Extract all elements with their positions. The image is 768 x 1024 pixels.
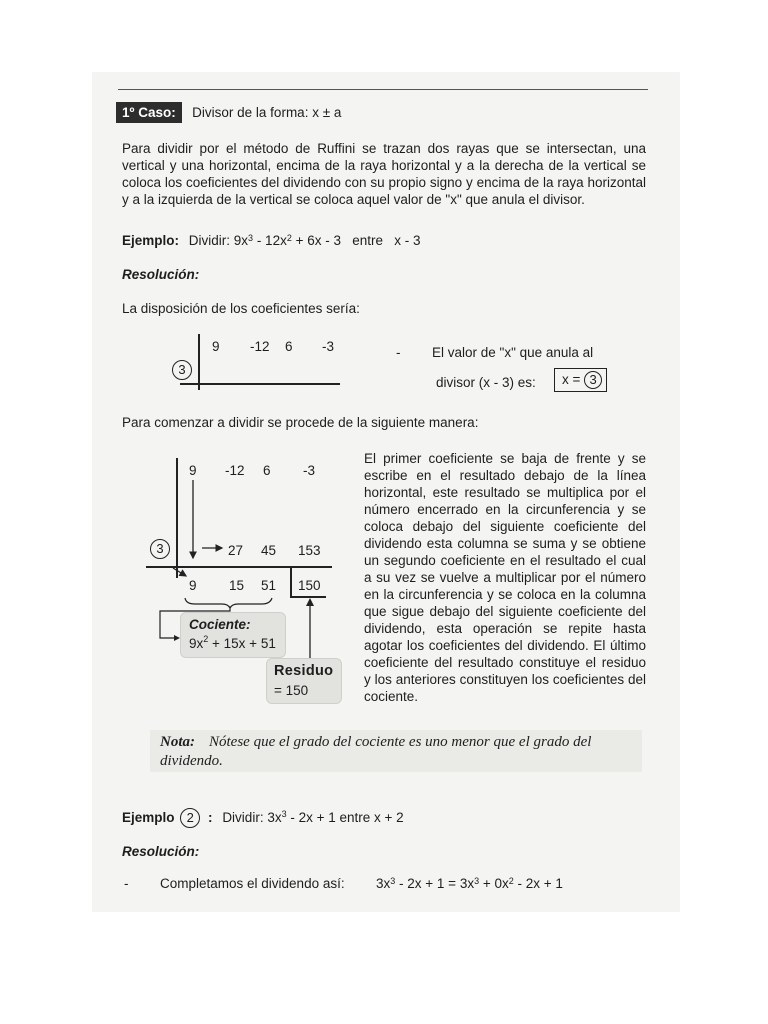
diagram-2-coef: 6 xyxy=(263,463,271,478)
residue-arrow xyxy=(300,598,320,660)
example-2-text-a: Dividir: 3x xyxy=(222,810,282,825)
disposition-text: La disposición de los coeficientes sería: xyxy=(122,301,360,316)
eq-sup-a: 3 xyxy=(390,876,396,886)
note-label: Nota: xyxy=(160,734,195,750)
complete-dash: - xyxy=(124,876,129,891)
case-label: 1º Caso: xyxy=(116,102,182,123)
example-1 xyxy=(122,232,421,249)
quotient-sup: 2 xyxy=(203,634,209,644)
diagram-2-coef: 9 xyxy=(189,463,197,478)
example-2-text-b: - 2x + 1 entre x + 2 xyxy=(286,810,404,825)
root-value-box-text: x = xyxy=(562,372,581,387)
diagram-1-note-line-1: El valor de "x" que anula al xyxy=(432,345,594,360)
case-header xyxy=(116,104,341,122)
diagram-2-result: 51 xyxy=(261,578,277,593)
resolution-2-heading: Resolución: xyxy=(122,844,200,859)
note-block xyxy=(150,730,642,772)
diagram-2-product: 27 xyxy=(228,543,244,558)
diagram-2-product: 45 xyxy=(261,543,277,558)
intro-paragraph: Para dividir por el método de Ruffini se trazan dos rayas que se intersectan, una vertical y una horizontal, encima de la raya horizontal y a la derecha de la vertical se coloca los coeficientes del dividendo con su propio signo y encima de la raya horizontal y a la izquierda de la vertical se coloca aquel valor de "x" que anula el divisor. xyxy=(122,141,646,207)
example-1-sup-1: 3 xyxy=(248,233,254,243)
diagram-2-coef: -3 xyxy=(303,463,316,478)
eq-term-a: 3x xyxy=(376,876,391,891)
quotient-polynomial xyxy=(189,636,276,651)
example-1-label: Ejemplo: xyxy=(122,233,180,248)
complete-text: Completamos el dividendo así: xyxy=(160,876,345,891)
example-2-number-circle: 2 xyxy=(180,808,200,828)
diagram-1-coef: 6 xyxy=(285,339,293,354)
resolution-heading: Resolución: xyxy=(122,267,200,282)
complete-equation xyxy=(376,875,563,892)
note-text: Nótese que el grado del cociente es uno menor que el grado del dividendo. xyxy=(160,734,592,769)
eq-term-d: - 2x + 1 xyxy=(513,876,563,891)
diagram-2-root-circle: 3 xyxy=(150,539,170,559)
diagram-1-coef: -3 xyxy=(322,339,335,354)
eq-sup-c: 2 xyxy=(508,876,514,886)
diagram-2-product: 153 xyxy=(298,543,321,558)
diagram-2-result: 15 xyxy=(229,578,245,593)
diagram-2-coef: -12 xyxy=(225,463,245,478)
residue-value: = 150 xyxy=(274,683,309,698)
diagram-1-coef: -12 xyxy=(250,339,270,354)
diagram-1-note-line-2: divisor (x - 3) es: xyxy=(436,375,536,390)
example-1-sup-2: 2 xyxy=(286,233,292,243)
diagram-1-horizontal-line xyxy=(180,383,340,385)
diagram-1-coef: 9 xyxy=(212,339,220,354)
example-2 xyxy=(122,808,404,828)
residue-box xyxy=(266,658,342,704)
eq-sup-b: 3 xyxy=(474,876,480,886)
remainder-value: 150 xyxy=(298,578,321,593)
diagram-1-dash: - xyxy=(396,345,401,360)
quotient-term-a: 9x xyxy=(189,636,204,651)
quotient-label: Cociente: xyxy=(189,617,251,632)
remainder-box-left xyxy=(290,566,292,596)
example-2-colon: : xyxy=(208,810,213,825)
eq-term-c: + 0x xyxy=(479,876,509,891)
diagram-1-root-circle: 3 xyxy=(172,360,192,380)
note-text-wrap xyxy=(160,733,630,771)
quotient-term-b: + 15x + 51 xyxy=(208,636,276,651)
diagram-1-vertical-line xyxy=(198,334,200,390)
start-text: Para comenzar a dividir se procede de la siguiente manera: xyxy=(122,415,479,430)
example-1-text-c: + 6x - 3 entre x - 3 xyxy=(291,233,421,248)
example-1-text-a: Dividir: 9x xyxy=(188,233,249,248)
case-title: Divisor de la forma: x ± a xyxy=(192,105,342,120)
quotient-box xyxy=(180,612,286,658)
residue-label: Residuo xyxy=(274,663,334,679)
eq-term-b: - 2x + 1 = 3x xyxy=(395,876,475,891)
example-2-label: Ejemplo xyxy=(122,810,175,825)
diagram-2-result: 9 xyxy=(189,578,197,593)
top-rule xyxy=(118,89,648,90)
example-1-text-b: - 12x xyxy=(253,233,287,248)
root-value-box xyxy=(554,368,607,392)
explanation-paragraph: El primer coeficiente se baja de frente y se escribe en el resultado debajo de la línea horizontal, este resultado se multiplica por el número encerrado en la circunferencia y se coloca debajo del siguiente coeficiente del dividendo esta columna se suma y se obtiene un segundo coeficiente en el resultado el cual a su vez se vuelve a multiplicar por el número en la circunferencia y se coloca en la columna que sigue debajo del siguiente coeficiente del dividendo, esta operación se repite hasta agotar los coeficientes del dividendo. El último coeficiente del resultado constituye el residuo y los anteriores constituyen los coeficientes del cociente. xyxy=(364,451,646,704)
example-2-sup: 3 xyxy=(281,809,287,819)
root-value-box-circle: 3 xyxy=(584,371,602,389)
